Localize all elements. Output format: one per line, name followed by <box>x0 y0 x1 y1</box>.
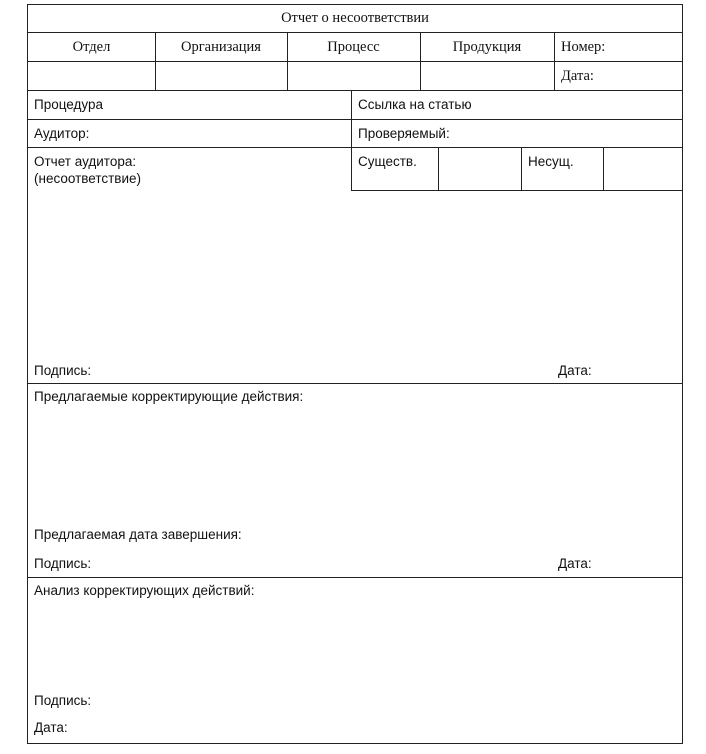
analysis-signature-label: Подпись: <box>34 693 92 708</box>
title-row <box>28 5 682 33</box>
corrective-signature-label: Подпись: <box>34 556 92 571</box>
header-date-label: Дата: <box>561 68 594 84</box>
nonconformity-label: (несоответствие) <box>34 171 142 186</box>
divider <box>155 33 156 91</box>
organization-value-field[interactable] <box>155 62 287 90</box>
corrective-actions-label: Предлагаемые корректирующие действия: <box>34 389 304 404</box>
analysis-date-label: Дата: <box>34 720 68 735</box>
insignificant-label: Несущ. <box>528 154 574 169</box>
divider <box>287 33 288 91</box>
department-value-field[interactable] <box>28 62 155 90</box>
analysis-section <box>28 578 682 743</box>
column-department: Отдел <box>72 39 111 55</box>
auditee-label: Проверяемый: <box>358 126 450 141</box>
auditor-date-label: Дата: <box>558 363 592 378</box>
completion-date-label: Предлагаемая дата завершения: <box>34 527 242 542</box>
nonconformity-report-form <box>27 4 683 744</box>
auditor-report-label: Отчет аудитора: <box>34 154 137 169</box>
number-label: Номер: <box>561 39 606 55</box>
divider <box>351 190 683 191</box>
column-product: Продукция <box>452 39 522 55</box>
significant-checkbox[interactable] <box>439 148 521 190</box>
corrective-actions-section <box>28 384 682 578</box>
auditor-label: Аудитор: <box>34 126 90 141</box>
divider <box>554 33 555 91</box>
divider <box>420 33 421 91</box>
product-value-field[interactable] <box>420 62 554 90</box>
auditor-report-section <box>28 148 682 384</box>
significant-label: Существ. <box>358 154 417 169</box>
procedure-row <box>28 91 682 120</box>
form-title: Отчет о несоответствии <box>281 10 429 26</box>
auditor-row <box>28 120 682 148</box>
header-values-row <box>28 62 682 91</box>
divider <box>521 148 522 191</box>
process-value-field[interactable] <box>287 62 420 90</box>
header-columns-row <box>28 33 682 62</box>
corrective-date-label: Дата: <box>558 556 592 571</box>
column-process: Процесс <box>327 39 380 55</box>
procedure-label: Процедура <box>34 97 104 112</box>
column-organization: Организация <box>181 39 261 55</box>
analysis-label: Анализ корректирующих действий: <box>34 583 255 598</box>
auditor-signature-label: Подпись: <box>34 363 92 378</box>
article-reference-label: Ссылка на статью <box>358 97 472 112</box>
insignificant-checkbox[interactable] <box>604 148 683 190</box>
